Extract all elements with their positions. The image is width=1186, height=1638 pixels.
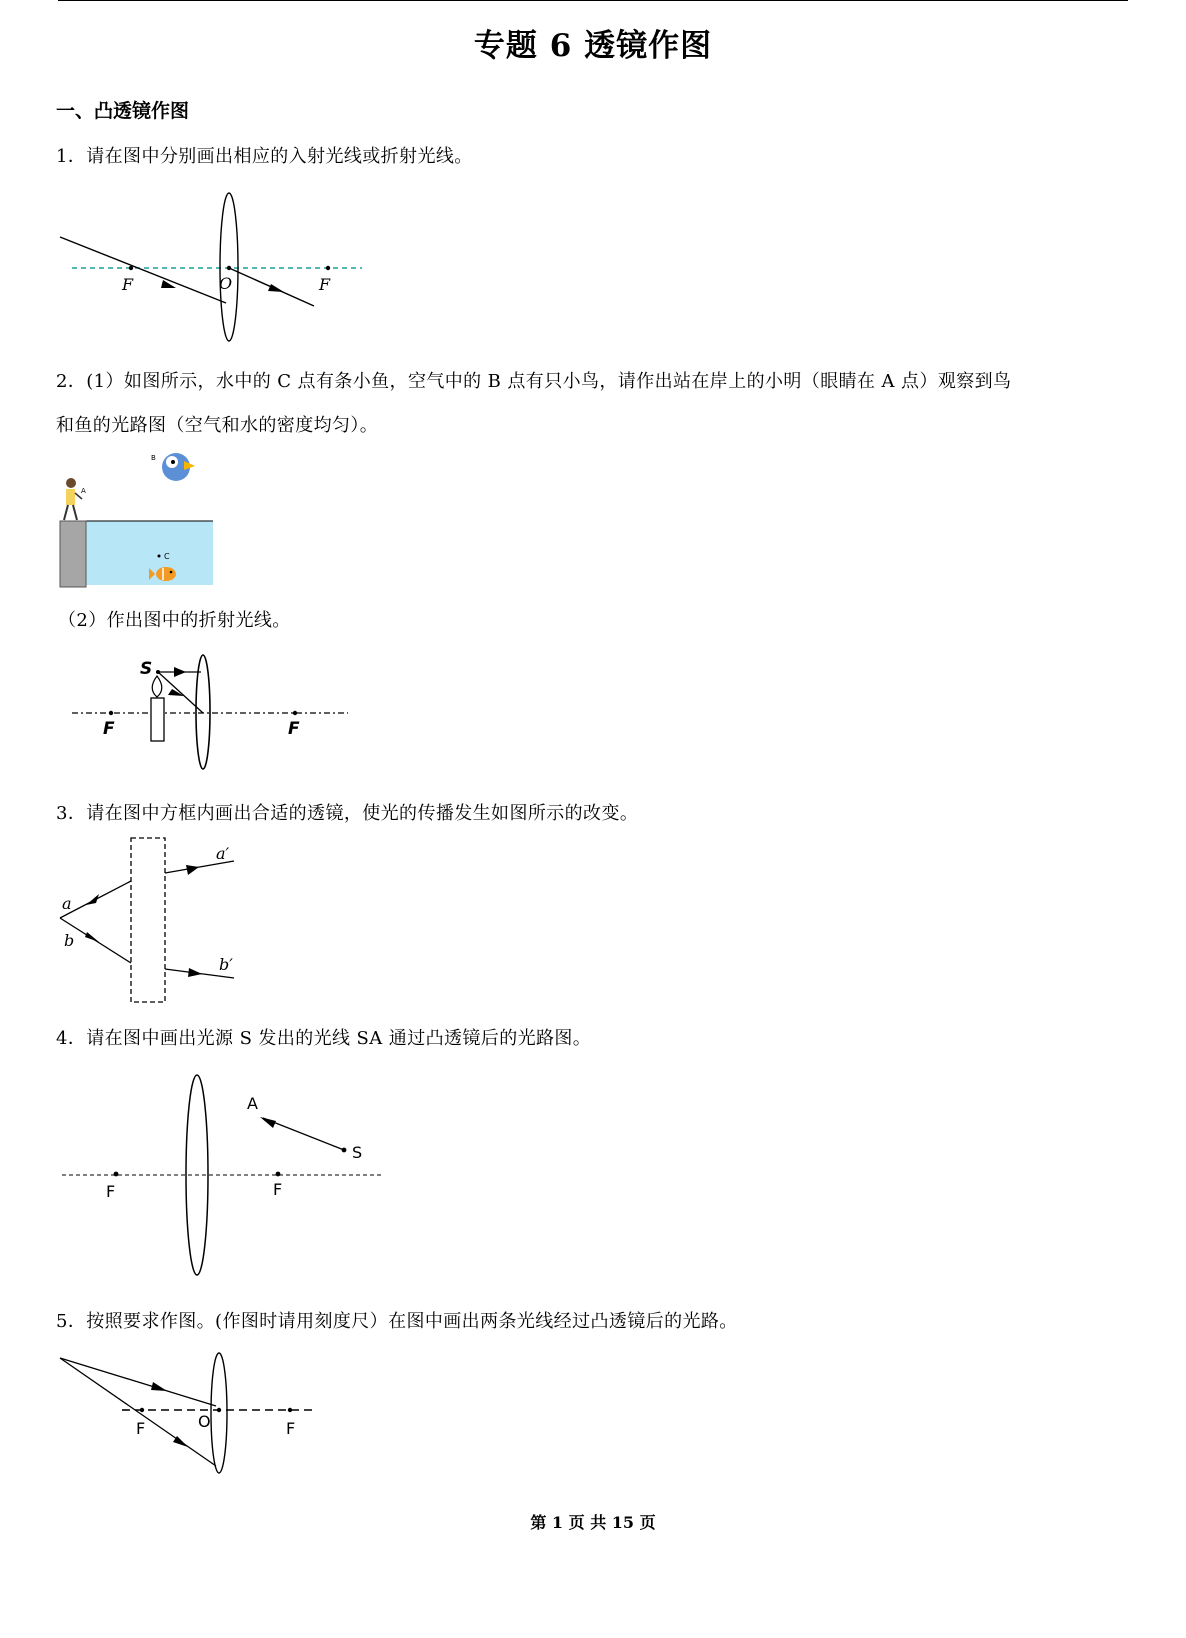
label-f-left: F bbox=[122, 275, 134, 294]
convex-lens bbox=[211, 1353, 227, 1473]
label-f-right: F bbox=[288, 719, 300, 739]
label-s: S bbox=[352, 1143, 363, 1162]
page-title: 专题 6 透镜作图 bbox=[473, 28, 713, 64]
label-a: a bbox=[62, 894, 72, 913]
question-1-text: 1．请在图中分别画出相应的入射光线或折射光线。 bbox=[56, 146, 473, 167]
question-5-text: 5．按照要求作图。(作图时请用刻度尺）在图中画出两条光线经过凸透镜后的光路。 bbox=[56, 1311, 738, 1332]
label-o: O bbox=[198, 1412, 211, 1431]
section-heading: 一、凸透镜作图 bbox=[56, 100, 190, 122]
ray-1 bbox=[60, 1358, 216, 1406]
ray-2 bbox=[60, 1358, 216, 1466]
label-a: A bbox=[81, 487, 86, 495]
focus-point-left bbox=[140, 1408, 144, 1412]
label-b: b bbox=[64, 931, 75, 950]
ray-arrow bbox=[151, 1382, 167, 1391]
label-f-right: F bbox=[286, 1419, 296, 1438]
label-c: C bbox=[164, 552, 170, 561]
label-f-right: F bbox=[273, 1180, 283, 1199]
label-f-left: F bbox=[103, 719, 115, 739]
question-4-text: 4．请在图中画出光源 S 发出的光线 SA 通过凸透镜后的光路图。 bbox=[56, 1028, 592, 1049]
label-a: A bbox=[247, 1094, 258, 1113]
label-a-prime: a′ bbox=[216, 844, 230, 863]
label-o: O bbox=[219, 274, 233, 293]
optical-center bbox=[217, 1408, 221, 1412]
question-2-part2-text: （2）作出图中的折射光线。 bbox=[58, 610, 291, 631]
label-f-left: F bbox=[136, 1419, 146, 1438]
label-b-prime: b′ bbox=[219, 955, 233, 974]
label-s: S bbox=[140, 659, 153, 679]
question-3-text: 3．请在图中方框内画出合适的透镜，使光的传播发生如图所示的改变。 bbox=[56, 803, 639, 824]
question-2-text-line2: 和鱼的光路图（空气和水的密度均匀）。 bbox=[56, 415, 379, 436]
label-b: B bbox=[151, 454, 156, 462]
label-f-left: F bbox=[106, 1182, 116, 1201]
page-footer: 第 1 页 共 15 页 bbox=[530, 1513, 656, 1532]
focus-point-right bbox=[288, 1408, 292, 1412]
label-f-right: F bbox=[319, 275, 331, 294]
question-2-text-line1: 2．(1）如图所示，水中的 C 点有条小鱼，空气中的 B 点有只小鸟，请作出站在岸上的小明（眼睛在 A 点）观察到鸟 bbox=[56, 371, 1012, 392]
